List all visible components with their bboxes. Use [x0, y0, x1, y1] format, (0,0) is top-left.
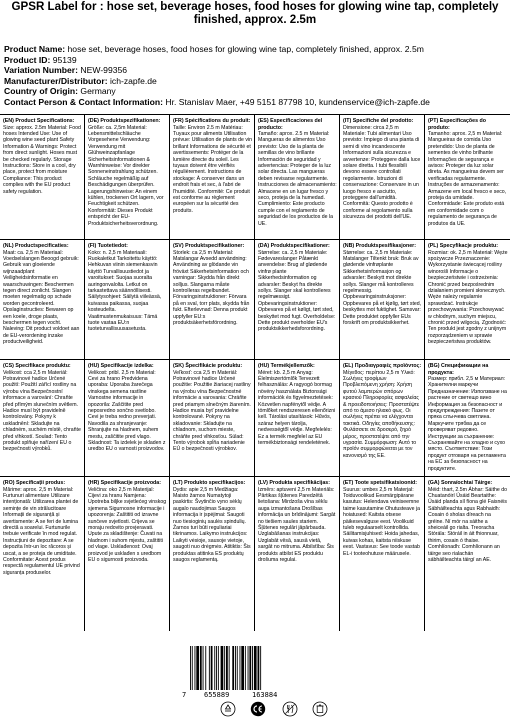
- spec-row-2: [0, 239, 510, 359]
- spec-cell-fr: (FR) Spécifications du produit: Taille: Environ 2.5 m Matériau: Tuyaux pour aliments Utilisation prévue: Utilisation de plants de vin brillant Informations de sécurité et avertissements: Protéger de la lumière directe du soleil. Les tuyaux doivent être vérifiés régulièrement. Instructions de stockage: À conserver dans un endroit frais et sec, à l'abri de l'humidité. Conformité: Ce produit est conforme au règlement européen sur la sécurité des produits.: [170, 115, 255, 239]
- spec-cell-es: (ES) Especificaciones del producto: Tamaño: aprox. 2.5 m Material: Mangueras de alimentos Uso previsto: Uso de la planta de semillas de vino brillante Información de seguridad y advertencias: Proteger de la luz solar directa. Las mangueras deben revisarse regularmente. Instrucciones de almacenamiento: Almacene en un lugar fresco y seco, proteja de la humedad. Cumplimiento: Este producto cumple con el reglamento de seguridad de los productos de la UE.: [255, 115, 340, 239]
- contact-row: Contact Person & Contact Information: Hr. Stanislav Maer, +49 5151 87798 10, kundenservice@ich-zapfe.de: [4, 96, 430, 107]
- barcode-bar: [249, 646, 251, 690]
- label-footer: [0, 645, 510, 720]
- spec-cell-nb: (NB) Produktspesifikasjoner: Størrelse: ca. 2,5 m Materiale: Matslanger Tiltenkt bruk: Bruk av glødende vinfrøplante Sikkerhetsinformasjon og advarsler: Beskytt mot direkte sollys. Slanger må kontrolleres regelmessig. Oppbevaringsinstruksjoner: Oppbevares på et kjølig, tørt sted, beskyttes mot fuktighet. Samsvar: Dette produktet oppfyller EUs forskrift om produktsikkerhet.: [340, 240, 425, 359]
- barcode-bar: [196, 646, 199, 690]
- spec-cell-ro: (RO) Specificații produs: Mărime: aprox. 2,5 m Material: Furtunuri alimentare Utilizare intenționată: Utilizarea plantei de semințe de vin strălucitoare Informații de siguranță și avertismente: A se feri de lumina directă a soarelui. Furtunurile trebuie verificate în mod regulat. Instrucțiuni de depozitare: A se depozita într-un loc răcoros și uscat, a se proteja de umiditate. Conformitate: Acest produs respectă regulamentul UE privind siguranța produselor.: [0, 477, 85, 631]
- barcode-bar: [221, 646, 224, 690]
- label-title: GPSR Label for : hose set, beverage hoses, food hoses for glowing wine tap, completely finished, approx. 2.5m: [11, 0, 499, 26]
- spec-cell-hr: (HR) Specifikacije proizvoda: Veličina: oko 2,5 m Materijal: Cijevi za hranu Namjena: Upotreba biljke svjetlećeg vinskog sjemena Sigurnosne informacije i upozorenja: Zaštititi od izravne sunčeve svjetlosti. Crijeva se moraju redovito provjeravati. Upute za skladištenje: Čuvati na hladnom i suhom mjestu, zaštititi od vlage. Usklađenost: Ovaj proizvod je usklađen s uredbom EU o sigurnosti proizvoda.: [85, 477, 170, 631]
- spec-cell-pt: (PT) Especificações do produto: Tamanho: aprox. 2,5 m Material: Mangueiras de comida Uso pretendido: Uso de planta de sementes de vinho brilhante Informações de segurança e avisos: Proteger da luz solar direta. As mangueiras devem ser verificadas regularmente. Instruções de armazenamento: Armazene em local fresco e seco, proteja da umidade. Conformidade: Este produto está em conformidade com o regulamento de segurança de produtos da UE.: [428, 118, 507, 227]
- barcode-digit-first: 7: [182, 691, 187, 699]
- spec-cell-sl: (HU) Specifikacije izdelka: Velikost: pribl. 2,5 m Material: Cevi za hrano Predvidena uporaba: Uporaba žarečega vinskega semena rastline Varnostne informacije in opozorila: Zaščitite pred neposredno sončno svetlobo. Cevi je treba redno preverjati. Navodila za shranjevanje: Shranjujte na hladnem, suhem mestu, zaščitite pred vlago. Skladnost: Ta izdelek je skladen z uredbo EU o varnosti proizvodov.: [85, 360, 170, 476]
- spec-cell-cs: (CS) Specifikace produktu: Velikost: cca 2,5 m Materiál: Potravinové hadice Určené použití: Použití zářící rostliny na výrobu vína Bezpečnostní informace a varování: Chraňte před přímým slunečním světlem. Hadice musí být pravidelně kontrolovány. Pokyny k uskladnění: Skladujte na chladném, suchém místě, chraňte před vlhkostí. Soulad: Tento produkt splňuje nařízení EU o bezpečnosti výrobků.: [0, 360, 85, 476]
- product-info: [4, 44, 506, 108]
- manufacturer-row: Manufacturer/Distributor: ich-zapfe.de: [4, 75, 157, 86]
- spec-cell-it: (IT) Specifiche del prodotto: Dimensione: circa 2,5 m Materiale: Tubi alimentari Uso previsto: Impiego di una pianta di semi di vino incandescente Informazioni sulla sicurezza e avvertenze: Proteggere dalla luce solare diretta. I tubi flessibili devono essere controllati regolarmente. Istruzioni di conservazione: Conservare in un luogo fresco e asciutto, proteggere dall'umidità. Conformità: Questo prodotto è conforme al regolamento sulla sicurezza dei prodotti dell'UE.: [340, 115, 425, 239]
- barcode-digits-right: 163884: [252, 691, 278, 699]
- barcode-bar: [192, 646, 193, 690]
- product-name-row: Product Name: hose set, beverage hoses, food hoses for glowing wine tap, completely finished, approx. 2.5m: [4, 44, 424, 54]
- barcode-bar: [214, 646, 215, 690]
- spec-cell-sv: (SV) Produktspecifikationer: Storlek: ca 2,5 m Material: Matslangar Avsedd användning: Användning av glödande vin fröväxt Säkerhetsinformation och varningar: Skydda från direkt solljus. Slangarna måste kontrolleras regelbundet. Förvaringsinstruktioner: Förvara på en sval, torr plats, skydda från fukt. Efterlevnad: Denna produkt uppfyller EU:s produktsäkerhetsförordning.: [170, 240, 255, 359]
- product-id-row: Product ID: 95139: [4, 54, 77, 65]
- barcode: [188, 646, 290, 690]
- spec-cell-fi: (FI) Tuotetiedot: Koko: n. 2,5 m Materiaali: Ruokaletkut Tarkoitettu käyttö: Hehkuvan viinin siemenkasvin käyttö Turvallisuustiedot ja varoitukset: Suojaa suoralta auringonvalolta. Letkut on tarkastettava säännöllisesti. Säilytysohjeet: Säilytä viileässä, kuivassa paikassa, suojaa kosteudelta. Vaatimustenmukaisuus: Tämä tuote vastaa EU:n tuoteturvallisuusasetusta.: [85, 240, 170, 359]
- spec-cell-el: (EL) Προδιαγραφές προϊόντος: Μέγεθος: περίπου 2,5 m Υλικό: Σωλήνες τροφίμων Προβλεπόμενη χρήση: Χρήση φυτού λαμπερών σπόρων κρασιού Πληροφορίες ασφαλείας & προειδοποιήσεις: Προστατέψτε από το άμεσο ηλιακό φως. Οι σωλήνες πρέπει να ελέγχονται τακτικά. Οδηγίες αποθήκευσης: Φυλάσσετε σε δροσερό, ξηρό μέρος, προστατέψτε από την υγρασία. Συμμόρφωση: Αυτό το προϊόν συμμορφώνεται με τον κανονισμό της ΕΕ.: [340, 360, 425, 476]
- compliance-icons: [220, 701, 340, 719]
- spec-cell-pl: (PL) Specyfikacje produktu: Rozmiar: ok. 2,5 m Materiał: Węże spożywcze Przeznaczenie: Wykorzystanie świecącej rośliny winorośli Informacje o bezpieczeństwie i ostrzeżenia: Chronić przed bezpośrednim działaniem promieni słonecznych. Węże należy regularnie sprawdzać. Instrukcje przechowywania: Przechowywać w chłodnym, suchym miejscu, chronić przed wilgocią. Zgodność: Ten produkt jest zgodny z unijnym rozporządzeniem w sprawie bezpieczeństwa produktów.: [428, 243, 508, 346]
- spec-cell-da: (DA) Produktspecifikationer: Størrelse: ca. 2,5 m Materiale: Fødevareslanger Påtænkt anvendelse: Brug af glødende vinfrø plante Sikkerhedsinformation og advarsler: Beskyt fra direkte sollys. Slanger skal kontrolleres regelmæssigt. Opbevaringsinstruktioner: Opbevares på et køligt, tørt sted, beskyttet mod fugt. Overholdelse: Dette produkt overholder EU's produktsikkerhedsforordning.: [255, 240, 340, 359]
- barcode-bar: [226, 646, 228, 690]
- spec-cell-de: (DE) Produktspezifikationen: Größe: ca. 2,5m Material: Lebensmittelschläuche Vorgesehene Verwendung: Verwendung mit Glühweinzapfanlage Sicherheitsinformationen & Warnhinweise: Vor direkter Sonneneinstrahlung schützen. Schläuche regelmäßig auf Beschädigungen überprüfen. Lagerungshinweise: An einem kühlen, trockenen Ort lagern, vor Feuchtigkeit schützen. Konformität: Dieses Produkt entspricht der EU-Produktsicherheitsverordnung.: [85, 115, 170, 239]
- spec-cell-bg: (BG) Спецификации на продукта: Размер: прибл. 2,5 м Материал: Хранителни маркучи Предназначение: Използване на растение от светещо вино Информация за безопасност и предупреждения: Пазете от пряка слънчева светлина. Маркучите трябва да се проверяват редовно. Инструкции за съхранение: Съхранявайте на хладно и сухо място. Съответствие: Този продукт отговаря на регламента на ЕС за безопасност на продуктите.: [428, 363, 507, 472]
- barcode-bar: [260, 646, 261, 690]
- barcode-bar: [241, 646, 244, 690]
- food-safe-icon: [282, 701, 298, 717]
- spec-cell-lt: (LT) Produkto specifikacijos: Dydis: apie 2,5 m Medžiaga: Maisto žarnos Numatytoji paskirtis: Švytinčio vyno sėklų augalo naudojimas Saugos informacija ir įspėjimai: Saugoti nuo tiesioginių saulės spindulių. Žarnos turi būti reguliariai tikrinamos. Laikymo instrukcijos: Laikyti vėsioje, sausoje vietoje, saugoti nuo drėgmės. Atitiktis: Šis produktas atitinka ES produktų saugos reglamentą.: [170, 477, 255, 631]
- barcode-bar: [248, 646, 249, 690]
- spec-cell-lv: (LV) Produkta specifikācijas: Izmērs: aptuveni 2,5 m Materiāls: Pārtikas šļūtenes Paredzētā lietošana: Mirdzoša vīna sēklu auga izmantošana Drošības informācija un brīdinājumi: Sargāt no tiešiem saules stariem. Šļūtenes regulāri jāpārbauda. Uzglabāšanas instrukcijas: Uzglabāt vēsā, sausā vietā, sargāt no mitruma. Atbilstība: Šis produkts atbilst ES produktu drošuma regulai.: [255, 477, 340, 631]
- barcode-digits-left: 655889: [204, 691, 230, 699]
- barcode-bar: [232, 646, 234, 690]
- country-of-origin-row: Country of Origin: Germany: [4, 86, 116, 97]
- barcode-bar: [252, 646, 253, 690]
- barcode-bar: [195, 646, 196, 690]
- barcode-bar: [205, 646, 206, 690]
- barcode-bar: [245, 646, 246, 690]
- battery-bin-icon: [312, 701, 328, 717]
- spec-cell-et: (ET) Toote spetsifikatsioonid: Suurus: umbes 2,5 m Materjal: Toiduvoolikud Eesmärgipärane kasutus: Helendava veiniseemne taime kasutamine Ohutusteave ja hoiatused: Kaitsta otsese päikesevalguse eest. Voolikuid tuleb regulaarselt kontrollida. Säilitamisjuhised: Hoida jahedas, kuivas kohas, kaitsta niiskuse eest. Vastavus: See toode vastab EL-i tooteohutuse määrusele.: [340, 477, 425, 631]
- spec-row-4: [0, 476, 510, 631]
- spec-cell-hu: (HU) Termékjellemzők: Méret: kb. 2,5 m Anyag: Élelmiszertömlők Tervezett felhasználás: A ragyogó bormag növény használata Biztonsági információk és figyelmeztetések: Közvetlen napfénytől védje. A tömlőket rendszeresen ellenőrizni kell. Tárolási utasítások: Hűvös, száraz helyen tárolja, nedvességtől védje. Megfelelés: Ez a termék megfelel az EU termékbiztonsági rendeletének.: [255, 360, 340, 476]
- variation-number-row: Variation Number: NEW-99356: [4, 65, 128, 76]
- barcode-bar: [211, 646, 213, 690]
- barcode-bar: [218, 646, 219, 690]
- barcode-bar: [203, 646, 204, 690]
- spec-cell-sk: (SK) Špecifikácie produktu: Veľkosť: cca 2,5 m Materiál: Potravinové hadice Určené použitie: Použitie žiariacej rastliny na výrobu vína Bezpečnostné informácie a varovania: Chráňte pred priamym slnečným žiarením. Hadice musia byť pravidelne kontrolované. Pokyny na skladovanie: Skladujte na chladnom, suchom mieste, chráňte pred vlhkosťou. Súlad: Tento výrobok spĺňa nariadenie EÚ o bezpečnosti výrobkov.: [170, 360, 255, 476]
- barcode-bar: [229, 646, 230, 690]
- barcode-bar: [235, 646, 236, 690]
- spec-row-1: [0, 114, 510, 239]
- ce-mark-icon: [250, 701, 266, 717]
- spec-cell-ga: (GA) Sonraíochtaí Táirge: Méid: thart, 2.5m Ábhar: Sáithe do Chuatanóirí Úsáid Beartaithe: Úsáid planda síl fíona glé Faisnéis Sábháilteachta agus Rabhaidh: Cosain ó sholas díreach na gréine. Ní mór na sáithe a sheiceáil go rialta. Treoracha Stórála: Stóráil in áit fhionnuar, thirim, cosain ó thaise. Comhlíonadh: Comhlíonann an táirge seo rialachán sábháilteachta táirgí an AE.: [428, 480, 508, 563]
- barcode-bar: [254, 646, 257, 690]
- recycle-icon: [220, 701, 236, 717]
- barcode-bar: [258, 646, 260, 690]
- barcode-bar: [237, 646, 238, 690]
- spec-row-3: [0, 359, 510, 476]
- spec-grid: [0, 114, 510, 631]
- spec-cell-nl: (NL) Productspecificaties: Maat: ca. 2,5 m Materiaal: Voedselslangen Beoogd gebruik: Gebruik van gloeiende wijnzaadplant Veiligheidsinformatie en waarschuwingen: Beschermen tegen direct zonlicht. Slangen moeten regelmatig op schade worden gecontroleerd. Opslaginstructies: Bewaren op een koele, droge plaats, beschermen tegen vocht. Naleving: Dit product voldoet aan de EU-verordening inzake productveiligheid.: [0, 240, 85, 359]
- spec-cell-en: (EN) Product Specifications: Size: approx. 2.5m Material: Food hoses Intended Use: Use of glowing wine seed plant Safety Information & Warnings: Protect from direct sunlight. Hoses must be checked regularly. Storage Instructions: Store in a cool, dry place, protect from moisture Compliance: This product complies with the EU product safety regulation.: [0, 115, 85, 239]
- barcode-bar: [216, 646, 217, 690]
- barcode-bar: [224, 646, 225, 690]
- barcode-bar: [240, 646, 241, 690]
- barcode-bar: [190, 646, 191, 690]
- barcode-bar: [200, 646, 202, 690]
- barcode-bar: [209, 646, 210, 690]
